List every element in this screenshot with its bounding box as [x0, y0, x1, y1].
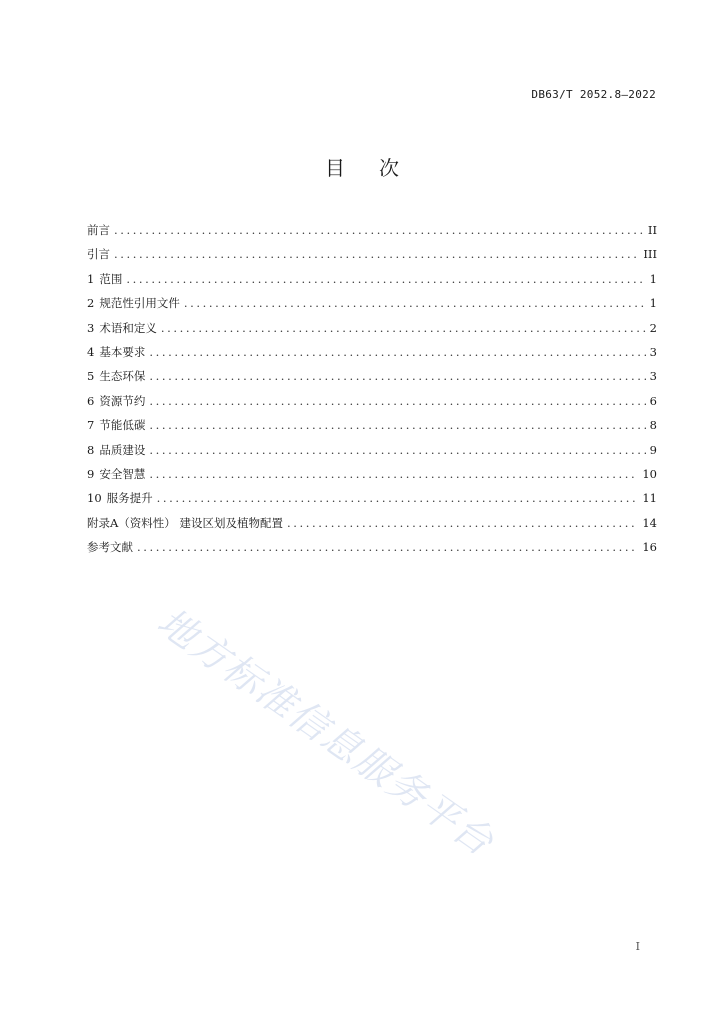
toc-entry-energy-saving[interactable] — [87, 413, 657, 437]
toc-leader-dots — [161, 316, 646, 340]
toc-leader-dots — [149, 389, 645, 413]
toc-page-number: II — [647, 223, 657, 237]
toc-page-number: 10 — [642, 466, 657, 481]
toc-entry-label: 6 资源节约 — [87, 393, 146, 408]
toc-entry-quality[interactable] — [87, 438, 657, 462]
toc-entry-foreword[interactable] — [87, 218, 657, 242]
toc-entry-terms-definitions[interactable] — [87, 316, 657, 340]
toc-entry-label: 10 服务提升 — [87, 491, 153, 506]
toc-leader-dots — [114, 218, 644, 242]
page-title — [0, 152, 724, 181]
toc-leader-dots — [149, 462, 638, 486]
toc-leader-dots — [149, 340, 645, 364]
toc-page-number: 3 — [649, 344, 657, 359]
toc-entry-label: 2 规范性引用文件 — [87, 296, 180, 311]
toc-page-number: 8 — [649, 418, 657, 433]
toc-entry-scope[interactable] — [87, 267, 657, 291]
toc-leader-dots — [287, 511, 638, 535]
toc-entry-resource-saving[interactable] — [87, 389, 657, 413]
toc-leader-dots — [184, 291, 646, 315]
title-char-2: 次 — [379, 156, 399, 180]
toc-entry-normative-references[interactable] — [87, 291, 657, 315]
toc-entry-label: 3 术语和定义 — [87, 320, 157, 335]
toc-entry-safety[interactable] — [87, 462, 657, 486]
toc-page-number: 1 — [649, 271, 657, 286]
page-number: I — [635, 940, 640, 953]
toc-leader-dots — [157, 486, 639, 510]
title-char-1: 目 — [325, 156, 345, 180]
toc-entry-label: 9 安全智慧 — [87, 466, 146, 481]
toc-page-number: 2 — [649, 320, 657, 335]
toc-entry-service[interactable] — [87, 486, 657, 510]
toc-entry-label: 5 生态环保 — [87, 369, 146, 384]
toc-entry-label: 附录A（资料性） 建设区划及植物配置 — [87, 515, 283, 530]
toc-entry-appendix-a[interactable] — [87, 511, 657, 535]
toc-leader-dots — [126, 267, 645, 291]
toc-leader-dots — [149, 364, 645, 388]
toc-page-number: 11 — [642, 491, 657, 506]
toc-entry-introduction[interactable] — [87, 242, 657, 266]
toc-leader-dots — [114, 242, 639, 266]
toc-page-number: 6 — [649, 393, 657, 408]
toc-page-number: 9 — [649, 442, 657, 457]
toc-entry-label: 引言 — [87, 247, 110, 262]
toc-leader-dots — [149, 438, 645, 462]
toc-entry-label: 1 范围 — [87, 271, 123, 286]
table-of-contents — [87, 218, 657, 559]
toc-page-number: III — [643, 247, 657, 262]
toc-entry-ecology[interactable] — [87, 364, 657, 388]
toc-entry-label: 参考文献 — [87, 540, 133, 555]
toc-page-number: 1 — [649, 296, 657, 311]
watermark: 地方标准信息服务平台 — [149, 599, 503, 865]
toc-entry-label: 4 基本要求 — [87, 344, 146, 359]
toc-page-number: 14 — [642, 515, 657, 530]
toc-entry-label: 8 品质建设 — [87, 442, 146, 457]
document-code: DB63/T 2052.8—2022 — [531, 88, 656, 101]
toc-page-number: 16 — [642, 540, 657, 555]
toc-entry-label: 前言 — [87, 223, 110, 237]
toc-entry-label: 7 节能低碳 — [87, 418, 146, 433]
toc-entry-bibliography[interactable] — [87, 535, 657, 559]
toc-leader-dots — [137, 535, 638, 559]
toc-entry-basic-requirements[interactable] — [87, 340, 657, 364]
toc-leader-dots — [149, 413, 645, 437]
toc-page-number: 3 — [649, 369, 657, 384]
